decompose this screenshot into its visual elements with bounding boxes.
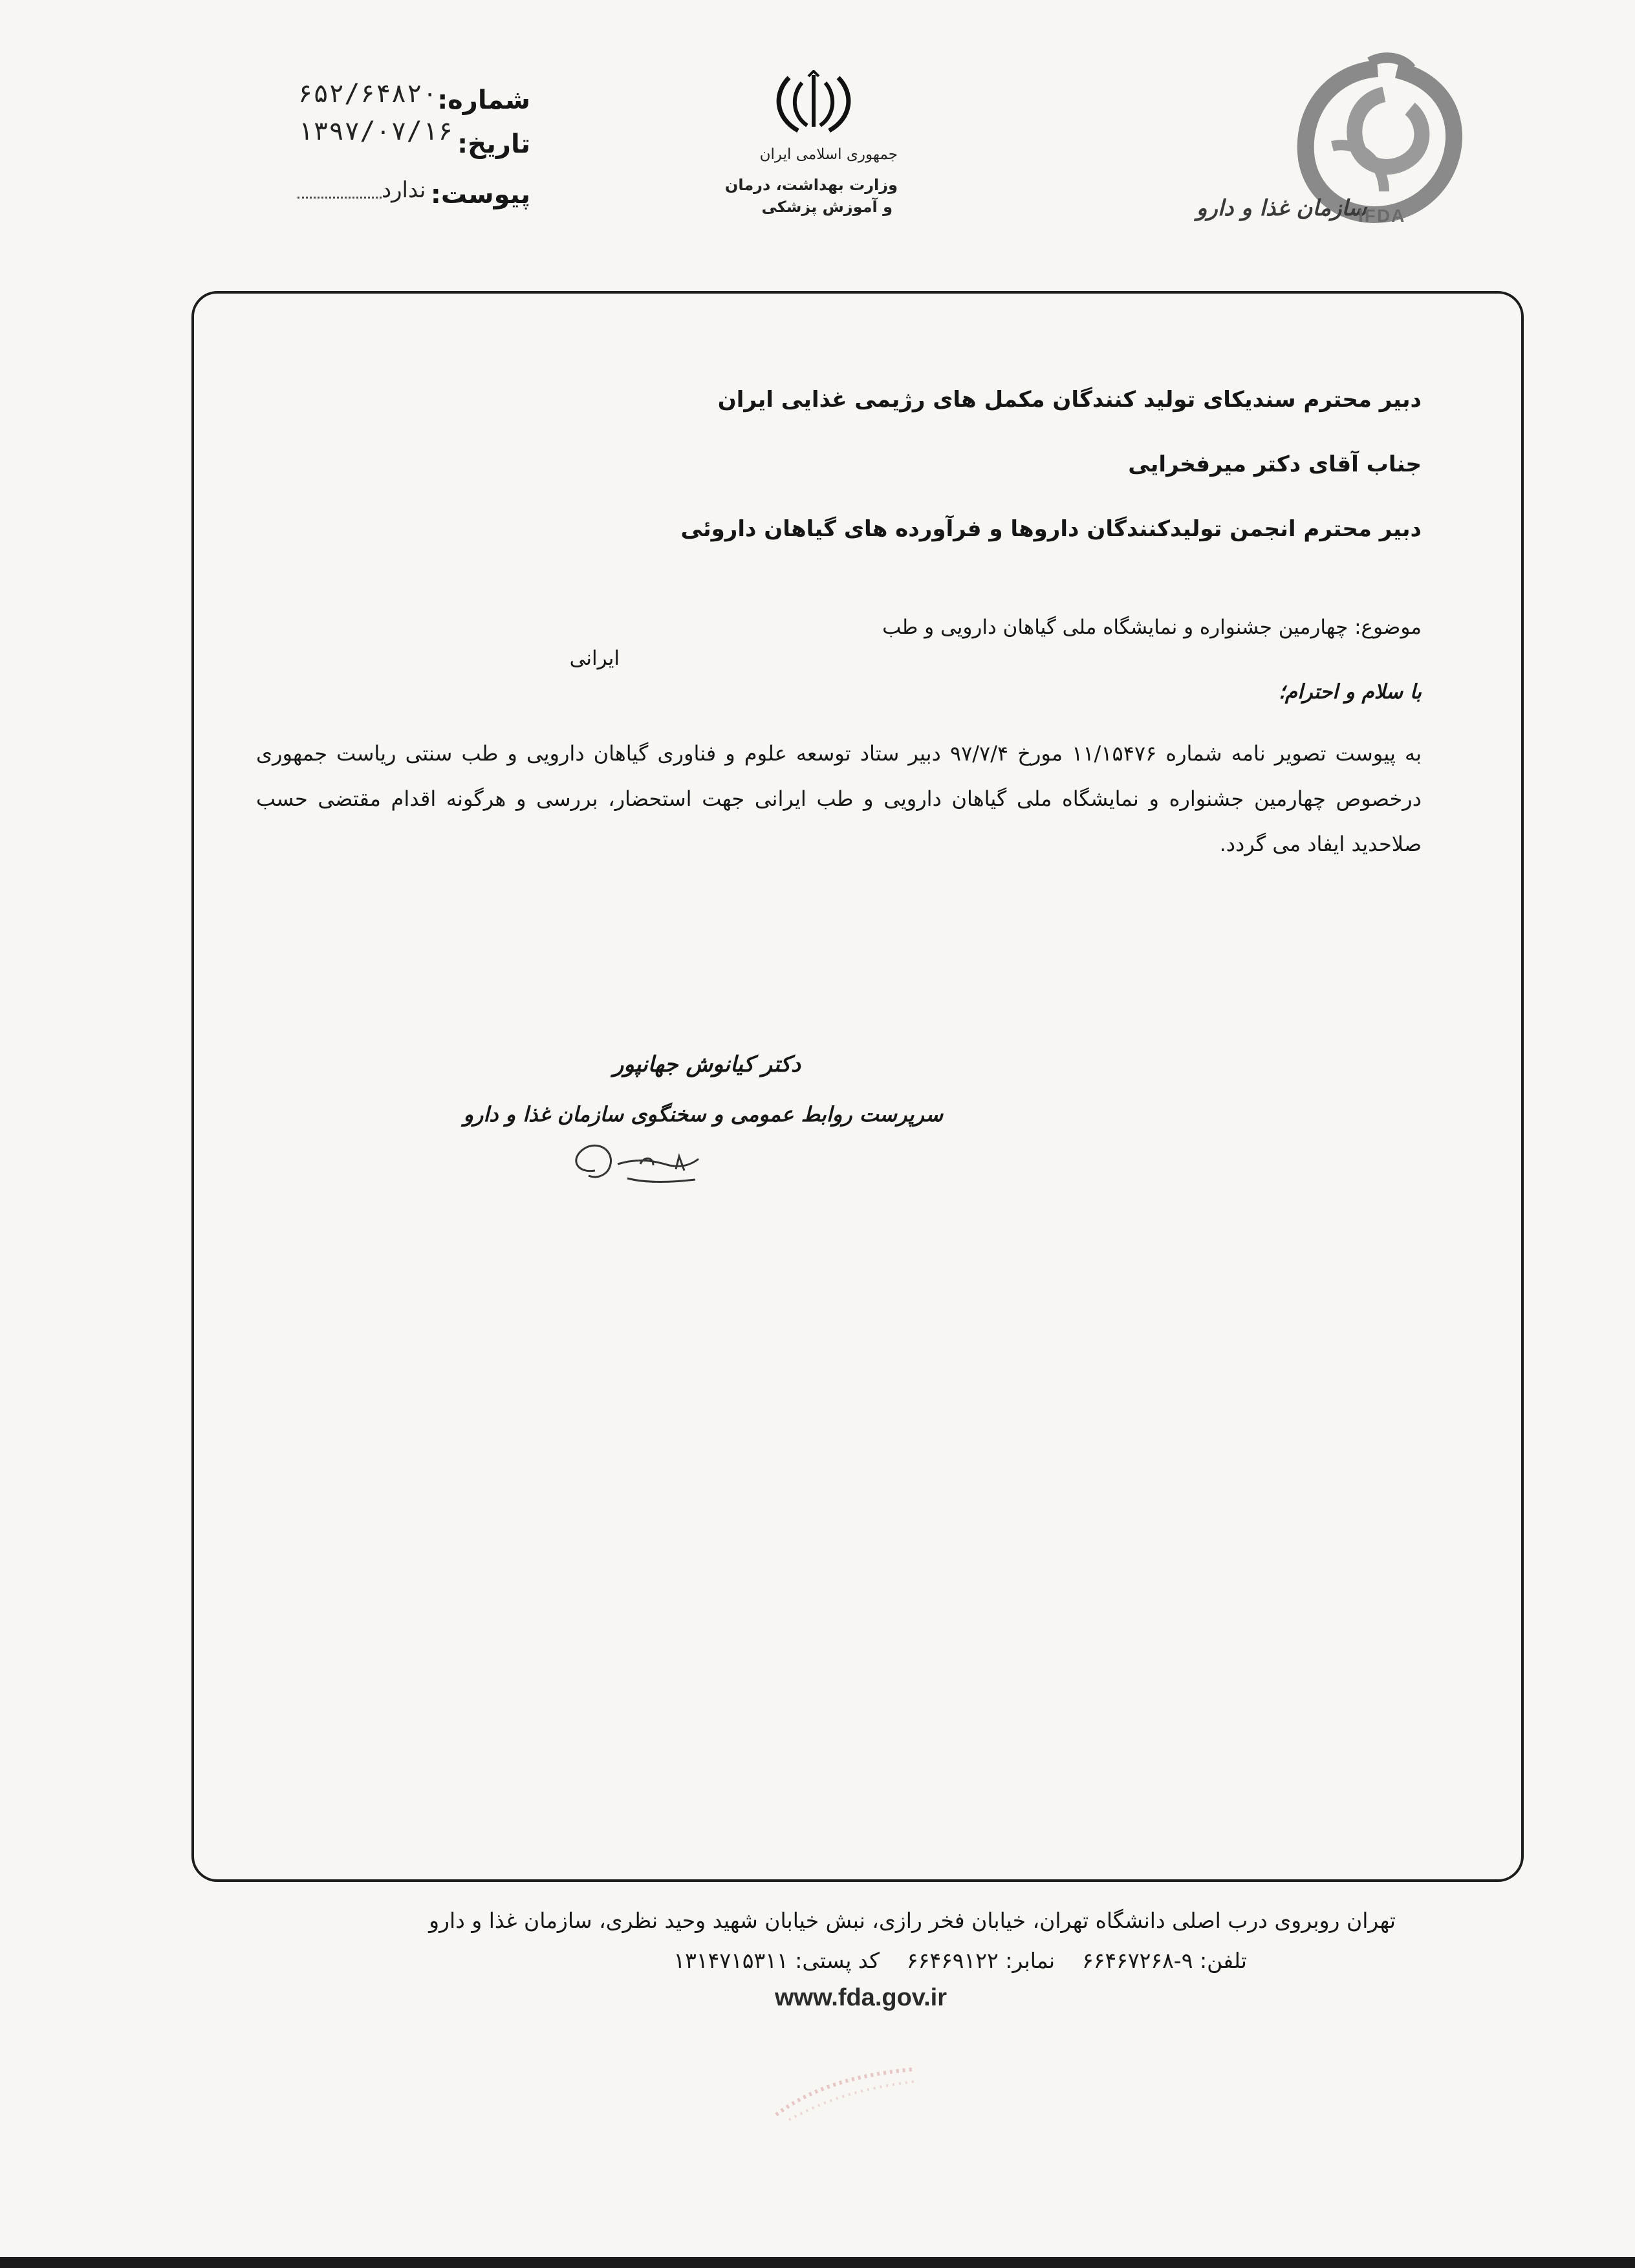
signer-name: دکتر کیانوش جهانپور	[612, 1052, 801, 1077]
ministry-name-line1: وزارت بهداشت، درمان	[724, 176, 898, 194]
attachment-value: ندارد	[382, 177, 426, 203]
scan-edge	[0, 2257, 1635, 2268]
signer-title: سرپرست روابط عمومی و سخنگوی سازمان غذا و دارو	[463, 1102, 943, 1127]
iran-emblem-icon	[768, 70, 859, 135]
subject-line	[882, 616, 1422, 639]
postal-value: ۱۳۱۴۷۱۵۳۱۱	[673, 1948, 788, 1973]
postal-label: کد پستی:	[795, 1948, 880, 1973]
letter-date-row	[285, 116, 530, 168]
greeting: با سلام و احترام؛	[1279, 680, 1422, 704]
org-abbr: IFDA	[1358, 206, 1406, 226]
phone-label: تلفن:	[1199, 1948, 1247, 1973]
attachment-row	[285, 177, 530, 219]
attachment-dots	[298, 197, 382, 199]
date-label: تاریخ:	[457, 129, 530, 159]
paper-stain	[763, 2057, 931, 2128]
date-value: ۱۳۹۷/۰۷/۱۶	[298, 116, 453, 146]
recipient-line-3: دبیر محترم انجمن تولیدکنندگان داروها و فرآورده های گیاهان داروئی	[680, 516, 1422, 542]
ministry-name-line2: و آموزش پزشکی	[761, 198, 893, 216]
fax-value: ۶۶۴۶۹۱۲۲	[906, 1948, 999, 1973]
phone-value: ۹-۶۶۴۶۷۲۶۸	[1082, 1948, 1193, 1973]
number-label: شماره:	[437, 85, 530, 115]
recipient-line-1: دبیر محترم سندیکای تولید کنندگان مکمل های رژیمی غذایی ایران	[717, 387, 1422, 413]
org-name: سازمان غذا و دارو	[1196, 195, 1367, 221]
ministry-country: جمهوری اسلامی ایران	[759, 146, 898, 163]
footer-contact	[673, 1948, 1247, 1973]
recipient-line-2: جناب آقای دکتر میرفخرایی	[1128, 451, 1422, 477]
number-value: ۶۵۲/۶۴۸۲۰	[298, 79, 438, 109]
footer-address: تهران روبروی درب اصلی دانشگاه تهران، خیابان فخر رازی، نبش خیابان شهید وحید نظری، سازمان غذا و دارو	[429, 1908, 1396, 1933]
footer-website[interactable]: www.fda.gov.ir	[775, 1984, 947, 2011]
subject-continuation: ایرانی	[569, 647, 620, 670]
subject-text: چهارمین جشنواره و نمایشگاه ملی گیاهان دارویی و طب	[882, 616, 1348, 639]
handwritten-signature	[556, 1125, 724, 1196]
fax-label: نمابر:	[1005, 1948, 1056, 1973]
attachment-label: پیوست:	[430, 180, 530, 210]
letter-body: به پیوست تصویر نامه شماره ۱۱/۱۵۴۷۶ مورخ ۹۷/۷/۴ دبیر ستاد توسعه علوم و فناوری گیاهان دارویی و طب سنتی ریاست جمهوری درخصوص چهارمین جشنواره و نمایشگاه ملی گیاهان دارویی و طب ایرانی جهت استحضار، بررسی و هرگونه اقدام مقتضی حسب صلاحدید ایفاد می گردد.	[256, 741, 1422, 856]
subject-label: موضوع:	[1354, 616, 1422, 639]
